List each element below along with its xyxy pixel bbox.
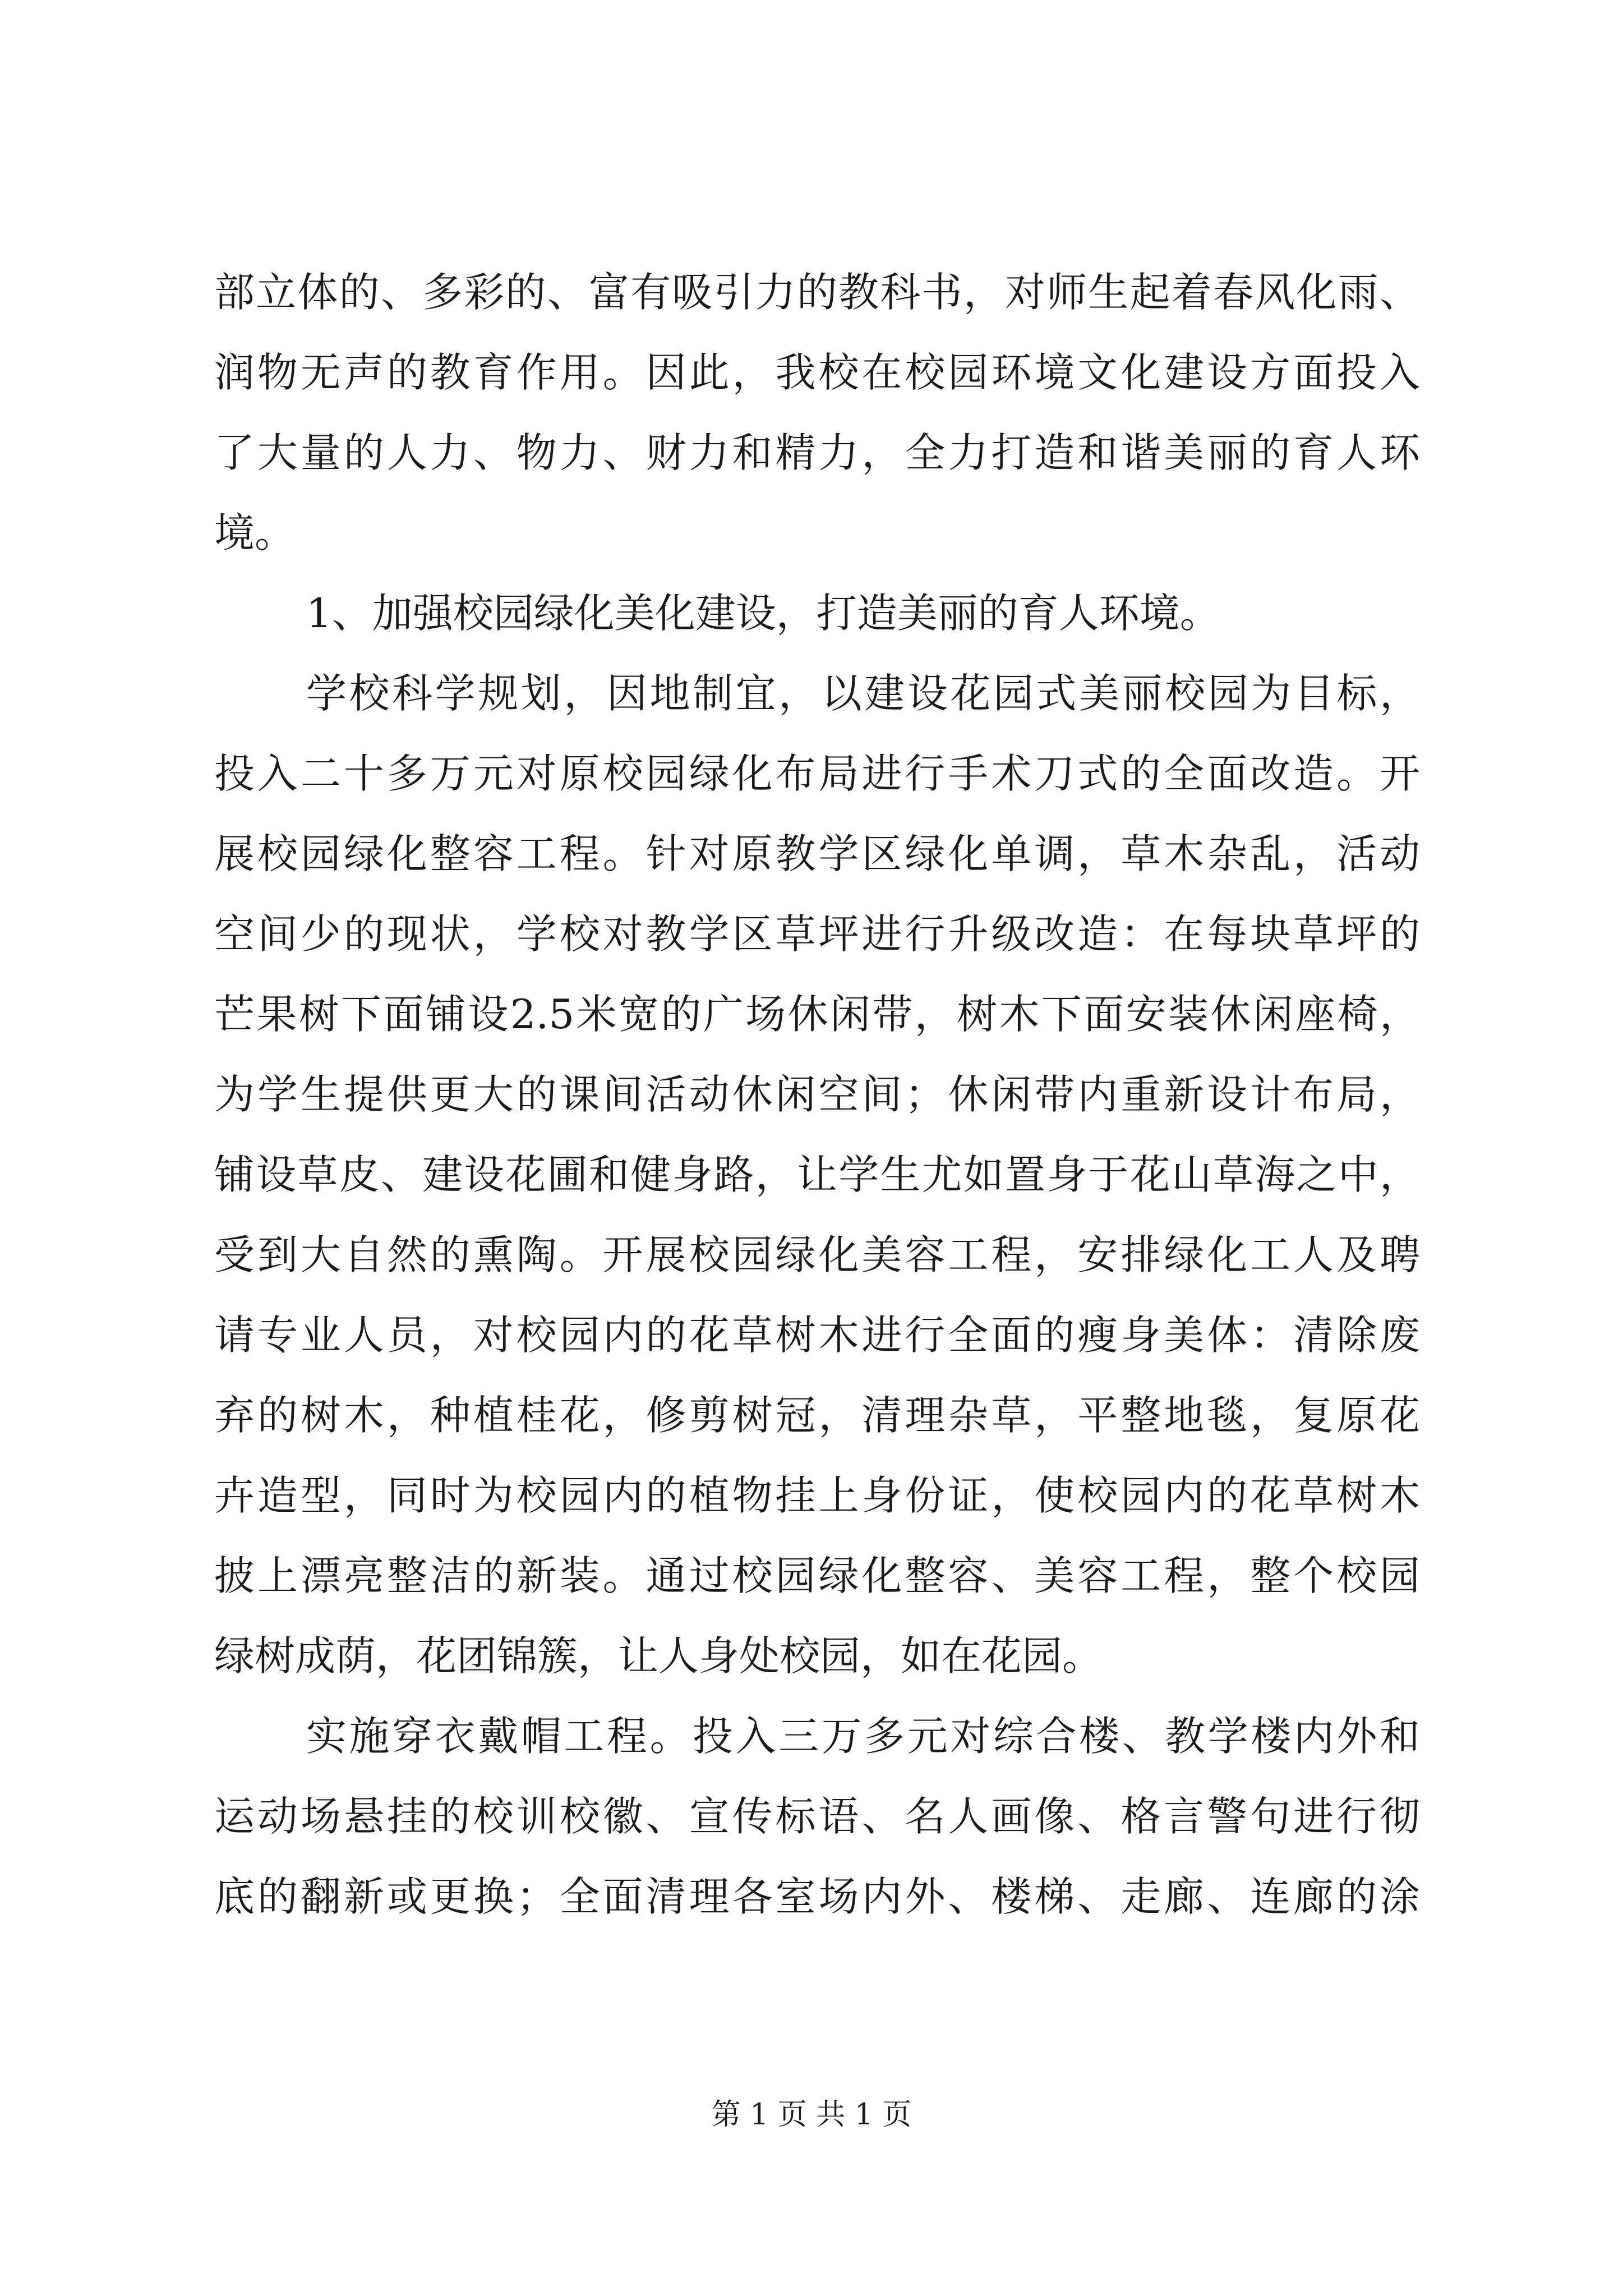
- text-line: 展校园绿化整容工程。针对原教学区绿化单调，草木杂乱，活动: [214, 830, 1420, 877]
- page-number-footer: 第 1 页 共 1 页: [711, 2098, 912, 2132]
- text-line: 境。: [214, 509, 296, 556]
- text-line: 投入二十多万元对原校园绿化布局进行手术刀式的全面改造。开: [214, 750, 1420, 797]
- text-line: 学校科学规划，因地制宜，以建设花园式美丽校园为目标，: [306, 670, 1420, 717]
- section-heading: 1、加强校园绿化美化建设，打造美丽的育人环境。: [306, 590, 1220, 637]
- text-line: 了大量的人力、物力、财力和精力，全力打造和谐美丽的育人环: [214, 429, 1420, 476]
- text-line: 空间少的现状，学校对教学区草坪进行升级改造：在每块草坪的: [214, 910, 1420, 958]
- text-line: 卉造型，同时为校园内的植物挂上身份证，使校园内的花草树木: [214, 1472, 1420, 1519]
- text-line: 芒果树下面铺设2.5米宽的广场休闲带，树木下面安装休闲座椅，: [214, 991, 1420, 1038]
- text-line: 受到大自然的熏陶。开展校园绿化美容工程，安排绿化工人及聘: [214, 1231, 1420, 1278]
- text-line: 部立体的、多彩的、富有吸引力的教科书，对师生起着春风化雨、: [214, 269, 1420, 316]
- text-line: 绿树成荫，花团锦簇，让人身处校园，如在花园。: [214, 1632, 1103, 1680]
- text-line: 请专业人员，对校园内的花草树木进行全面的瘦身美体：清除废: [214, 1312, 1420, 1359]
- text-line: 为学生提供更大的课间活动休闲空间；休闲带内重新设计布局，: [214, 1071, 1420, 1118]
- text-line: 润物无声的教育作用。因此，我校在校园环境文化建设方面投入: [214, 349, 1420, 396]
- text-line: 运动场悬挂的校训校徽、宣传标语、名人画像、格言警句进行彻: [214, 1793, 1420, 1840]
- text-line: 铺设草皮、建设花圃和健身路，让学生尤如置身于花山草海之中，: [214, 1151, 1420, 1198]
- text-line: 披上漂亮整洁的新装。通过校园绿化整容、美容工程，整个校园: [214, 1552, 1420, 1599]
- document-body: [214, 252, 1420, 1937]
- text-line: 实施穿衣戴帽工程。投入三万多元对综合楼、教学楼内外和: [306, 1713, 1420, 1760]
- text-line: 弃的树木，种植桂花，修剪树冠，清理杂草，平整地毯，复原花: [214, 1392, 1420, 1439]
- text-line: 底的翻新或更换；全面清理各室场内外、楼梯、走廊、连廊的涂: [214, 1873, 1420, 1920]
